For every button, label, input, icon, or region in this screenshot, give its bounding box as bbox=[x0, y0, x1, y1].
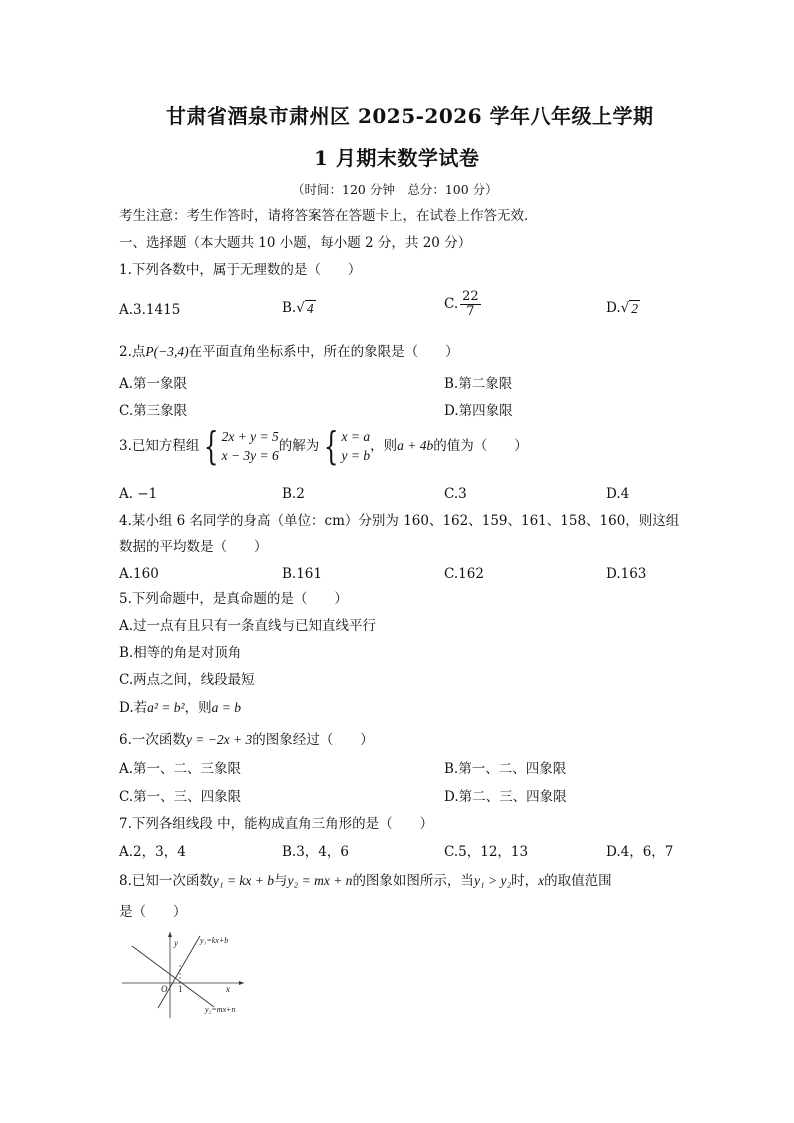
q2-stem bbox=[119, 343, 459, 361]
exam-title-line2: 1 月期末数学试卷 bbox=[314, 146, 480, 170]
q8-var-x: x bbox=[538, 873, 545, 888]
q7-stem: 7.下列各组线段 中，能构成直角三角形的是（ ） bbox=[119, 816, 434, 832]
time-info: （时间：120 分钟 总分：100 分） bbox=[292, 182, 498, 197]
q3-eq2: x − 3y = 6 bbox=[221, 448, 279, 463]
q4-stem-line1: 4.某小组 6 名同学的身高（单位：cm）分别为 160、162、159、161、158、160，则这组 bbox=[119, 513, 680, 529]
q1-c-denominator: 7 bbox=[466, 304, 475, 319]
q1-b-radicand: 4 bbox=[306, 301, 314, 316]
label-origin: O bbox=[161, 984, 168, 994]
q8-stem-line2: 是（ ） bbox=[119, 904, 187, 920]
brace-symbol: { bbox=[324, 424, 339, 468]
q4-stem-line2: 数据的平均数是（ ） bbox=[119, 539, 268, 555]
q5-d-mid: ，则 bbox=[184, 700, 212, 716]
q3-sol2: y = b bbox=[341, 448, 371, 463]
q1-b-prefix: B. bbox=[282, 300, 297, 316]
q8-mid1: 与 bbox=[274, 873, 288, 889]
q4-option-a: A.160 bbox=[119, 566, 159, 582]
q1-c-prefix: C. bbox=[444, 296, 459, 312]
q5-option-a: A.过一点有且只有一条直线与已知直线平行 bbox=[119, 618, 377, 634]
q1-d-radicand: 2 bbox=[631, 301, 638, 316]
q3-stem bbox=[119, 424, 528, 468]
q4-option-d: D.163 bbox=[606, 566, 647, 582]
q1-stem: 1.下列各数中，属于无理数的是（ ） bbox=[119, 262, 362, 278]
q1-option-a: A.3.1415 bbox=[119, 302, 181, 318]
q1-option-d bbox=[606, 299, 640, 317]
label-x: x bbox=[226, 984, 230, 994]
q4-option-c: C.162 bbox=[444, 566, 484, 582]
q3-stem-mid: 的解为 bbox=[278, 438, 320, 454]
q5-option-c: C.两点之间，线段最短 bbox=[119, 672, 255, 688]
q5-d-pre: D.若 bbox=[119, 700, 148, 716]
q6-option-d: D.第二、三、四象限 bbox=[444, 789, 567, 805]
q1-d-prefix: D. bbox=[606, 300, 621, 316]
brace-symbol: { bbox=[204, 424, 219, 468]
q5-option-d bbox=[119, 699, 241, 717]
q1-option-c bbox=[444, 290, 481, 319]
label-y1: y₁=kx+b bbox=[200, 936, 229, 945]
q8-mid3: 时， bbox=[511, 873, 539, 889]
q5-d-expr1: a² = b² bbox=[147, 700, 185, 715]
q6-stem-pre: 6.一次函数 bbox=[119, 732, 186, 748]
q2-option-b: B.第二象限 bbox=[444, 376, 513, 392]
q7-option-c: C.5，12，13 bbox=[444, 844, 529, 860]
exam-title-line1: 甘肃省酒泉市肃州区 2025-2026 学年八年级上学期 bbox=[166, 104, 654, 128]
q3-sol1: x = a bbox=[341, 429, 371, 444]
q8-stem-line1 bbox=[119, 872, 612, 890]
q1-option-b bbox=[282, 299, 316, 317]
y-axis-arrow bbox=[168, 932, 172, 937]
q6-stem bbox=[119, 731, 374, 749]
x-axis-arrow bbox=[239, 981, 244, 985]
q2-point: P(−3,4) bbox=[145, 344, 189, 359]
q3-stem-pre: 3.已知方程组 bbox=[119, 438, 200, 454]
label-y2: y₂=mx+n bbox=[205, 1005, 236, 1014]
q2-option-d: D.第四象限 bbox=[444, 403, 513, 419]
q6-option-a: A.第一、二、三象限 bbox=[119, 761, 242, 777]
q6-stem-post: 的图象经过（ ） bbox=[252, 732, 374, 748]
q3-expr: a + 4b bbox=[397, 438, 434, 453]
q3-option-c: C.3 bbox=[444, 486, 467, 502]
q7-option-b: B.3，4，6 bbox=[282, 844, 349, 860]
q3-stem-mid2: ，则 bbox=[370, 438, 398, 454]
q5-stem: 5.下列命题中，是真命题的是（ ） bbox=[119, 591, 348, 607]
q1-c-numerator: 22 bbox=[462, 289, 479, 304]
q3-option-b: B.2 bbox=[282, 486, 305, 502]
q4-option-b: B.161 bbox=[282, 566, 322, 582]
q8-graph-figure bbox=[120, 928, 260, 1020]
notice: 考生注意：考生作答时，请将答案答在答题卡上，在试卷上作答无效． bbox=[119, 208, 538, 224]
label-y: y bbox=[174, 938, 178, 948]
q3-option-d: D.4 bbox=[606, 486, 630, 502]
q5-d-expr2: a = b bbox=[211, 700, 241, 715]
section-heading: 一、选择题（本大题共 10 小题，每小题 2 分，共 20 分） bbox=[119, 235, 472, 251]
q6-option-c: C.第一、三、四象限 bbox=[119, 789, 242, 805]
q8-post: 的取值范围 bbox=[544, 873, 612, 889]
q5-option-b: B.相等的角是对顶角 bbox=[119, 645, 242, 661]
line-y2 bbox=[132, 946, 214, 1007]
q6-option-b: B.第一、二、四象限 bbox=[444, 761, 567, 777]
q8-expr1: y₁ = kx + b bbox=[212, 873, 275, 888]
q3-solution-system bbox=[319, 424, 371, 468]
q7-option-a: A.2，3，4 bbox=[119, 844, 186, 860]
q2-option-a: A.第一象限 bbox=[119, 376, 188, 392]
q8-mid2: 的图象如图所示，当 bbox=[352, 873, 474, 889]
q3-option-a: A. −1 bbox=[119, 486, 158, 502]
q2-stem-pre: 2.点 bbox=[119, 344, 146, 360]
sqrt-symbol: √ 2 bbox=[620, 300, 638, 316]
line-y1 bbox=[158, 936, 200, 1008]
label-one: 1 bbox=[178, 984, 183, 994]
q8-stem-pre: 8.已知一次函数 bbox=[119, 873, 213, 889]
q6-expr: y = −2x + 3 bbox=[185, 732, 253, 747]
q7-option-d: D.4，6，7 bbox=[606, 844, 674, 860]
q3-stem-post: 的值为（ ） bbox=[433, 438, 528, 454]
q1-c-fraction bbox=[460, 290, 481, 319]
sqrt-symbol: √ 4 bbox=[296, 300, 314, 316]
q2-stem-post: 在平面直角坐标系中，所在的象限是（ ） bbox=[188, 344, 459, 360]
q3-equation-system bbox=[199, 424, 279, 468]
q8-expr2: y₂ = mx + n bbox=[287, 873, 353, 888]
q2-option-c: C.第三象限 bbox=[119, 403, 188, 419]
q8-expr3: y₁ > y₂ bbox=[473, 873, 512, 888]
q3-eq1: 2x + y = 5 bbox=[221, 429, 279, 444]
